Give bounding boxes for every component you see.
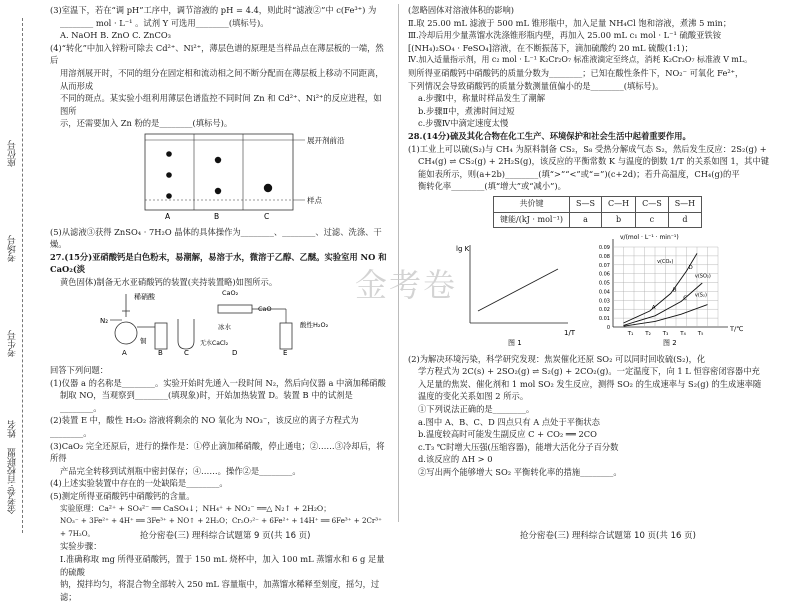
fig2-tick-y: 0.04	[598, 289, 610, 296]
a5-principle-1: 实验原理：Ca²⁺ + SO₄²⁻ ══ CaSO₄↓；NH₄⁺ + NO₂⁻ ══△ N₂↑ + 2H₂O；	[60, 503, 331, 513]
q28-2-sub1: ①下列说法正确的是________。	[418, 404, 535, 415]
app-cu-label: 铜	[140, 336, 147, 345]
tlc-label-b: B	[214, 211, 220, 221]
a5-steps-title: 实验步骤：	[60, 541, 102, 552]
watermark-side-label: 金考卷·百校联盟	[8, 448, 18, 514]
app-u-tube-c	[178, 319, 194, 349]
app-flask-a	[115, 322, 137, 344]
figures-row	[408, 231, 796, 349]
room-label: 考场号	[8, 235, 18, 262]
r-step2: Ⅱ.取 25.00 mL 滤液于 500 mL 锥形瓶中，加入足量 NH₄Cl 饱和溶液，煮沸 5 min；	[408, 17, 732, 28]
app-cao2-label: CaO₂	[222, 288, 239, 297]
fig2-point-B: B	[672, 287, 677, 294]
bond-h1: S—S	[570, 196, 602, 212]
app-hot-label: 冰水	[218, 322, 231, 331]
fig2-tick-x: T₄	[680, 331, 686, 338]
app-acid-label: 稀硝酸	[134, 292, 155, 301]
r-option-a: a.步骤Ⅰ中，称量时样品发生了潮解	[418, 93, 546, 104]
q28-2-sub2: ②写出两个能够增大 SO₂ 平衡转化率的措施________。	[418, 467, 622, 478]
r-option-c: c.步骤Ⅳ中滴定速度太慢	[418, 118, 509, 129]
binding-dashed-line	[22, 18, 23, 533]
r-step3-line2: [(NH₄)₂SO₄ · FeSO₄]溶液，在不断振荡下，滴加硫酸约 20 mL 硫酸(1:1)；	[408, 42, 693, 53]
q28-1-line1: (1)工业上可以硫(S₂)与 CH₄ 为原料制备 CS₂，S₈ 受热分解成气态 S₂，然后发生反应：2S₂(g) +	[408, 143, 767, 154]
fig2-tick-x: T₁	[627, 331, 634, 338]
fig2-curve-label-3: v(S₂)	[694, 292, 707, 299]
answer-prompt: 回答下列问题：	[50, 365, 109, 376]
fig2-tick-y: 0.06	[598, 271, 610, 278]
q4-line1: (4)“转化”中加入锌粉可除去 Cd²⁺、Ni²⁺，薄层色谱的原理是当样品点在薄层板的一端，然后	[50, 42, 384, 66]
tlc-figure	[50, 130, 388, 222]
app-label-d: D	[232, 348, 238, 357]
tlc-plate	[145, 134, 293, 210]
a1-line1: (1)仪器 a 的名称是________。实验开始时先通入一段时间 N₂，然后向仪器 a 中滴加稀硝酸	[50, 377, 386, 388]
r-note: (忽略固体对溶液体积的影响)	[408, 5, 515, 15]
exam-no-label: 考生号	[8, 330, 18, 357]
footer-left: 抢分密卷(三) 理科综合试题第 9 页(共 16 页)	[140, 531, 311, 541]
fig2-tick-y: 0.02	[598, 307, 610, 314]
fig1-ylabel: lg K	[456, 245, 470, 254]
bond-h3: C—S	[636, 196, 669, 212]
app-funnel	[122, 294, 130, 317]
a5: (5)测定所得亚硝酸钙中硝酸钙的含量。	[50, 491, 195, 502]
fig2-curve-label-2: v(SO₂)	[694, 273, 711, 280]
r-result-line1: 则所得亚硝酸钙中硝酸钙的质量分数为________；已知在酸性条件下，NO₂⁻ 可氧化 Fe²⁺，	[408, 67, 744, 78]
app-bottle-b	[155, 323, 167, 349]
fig2-tick-x: T₂	[645, 331, 651, 338]
fig2-tick-y: 0.08	[598, 253, 610, 260]
fig2-tick-y: 0.07	[598, 262, 610, 269]
r-step4: Ⅳ.加入适量指示剂，用 c₂ mol · L⁻¹ K₂Cr₂O₇ 标准液滴定至终点，消耗 K₂Cr₂O₇ 标准液 V mL。	[408, 55, 753, 65]
q28-2-line4: 温度的变化关系如图 2 所示。	[418, 391, 529, 402]
bond-r2: b	[601, 212, 635, 228]
q3-line2: ________ mol · L⁻¹ 。试剂 Y 可选用________(填标号)。	[60, 17, 269, 28]
q28-2-opt-a: a.图中 A、B、C、D 四点只有 A 点处于平衡状态	[418, 416, 600, 427]
q28-2-line1: (2)为解决环境污染，科学研究发现：焦炭催化还原 SO₂ 可以同时回收硫(S₂)，化	[408, 353, 706, 364]
q28-1-line4: 衡转化率________(填“增大”或“减小”)。	[418, 181, 566, 192]
fig2-tick-y: 0.01	[598, 316, 610, 323]
apparatus-figure	[50, 289, 388, 361]
q3-options: A. NaOH B. ZnO C. ZnCO₃	[60, 30, 171, 41]
app-label-b: B	[158, 348, 163, 357]
tlc-front-label: 展开剂前沿	[307, 135, 345, 145]
a2: (2)装置 E 中，酸性 H₂O₂ 溶液将剩余的 NO 氧化为 NO₃⁻，该反应的离子方程式为________。	[50, 415, 359, 439]
fig2-tick-x: T₃	[662, 331, 669, 338]
a3-line1: (3)CaO₂ 完全还原后，进行的操作是：①停止滴加稀硝酸，停止通电；②……③冷却后，将所得	[50, 440, 385, 464]
left-column	[50, 4, 388, 603]
q28-title: 28.(14分)硫及其化合物在化工生产、环境保护和社会生活中起着重要作用。	[408, 130, 691, 141]
q28-2-line2: 学方程式为 2C(s) + 2SO₂(g) ⇌ S₂(g) + 2CO₂(g)。一定温度下，向 1 L 恒容密闭容器中充	[418, 366, 760, 377]
bond-h4: S—H	[668, 196, 701, 212]
q28-1-line2: CH₄(g) ⇌ CS₂(g) + 2H₂S(g)，该反应的平衡常数 K 与温度的倒数 1/T 的关系如图 1，其中键	[418, 156, 769, 167]
fig2-point-A: A	[651, 305, 656, 312]
a3-line2: 产品完全转移到试剂瓶中密封保存；④……。操作②是________。	[60, 465, 301, 476]
bond-energy-table	[493, 196, 702, 228]
fig2-chart	[599, 234, 744, 347]
a5-step1-line2: 钠，搅拌均匀，将混合物全部转入 250 mL 容量瓶中，加蒸馏水稀释至刻度，摇匀，过滤；	[60, 579, 380, 602]
bond-r1: a	[570, 212, 602, 228]
tlc-sample-label: 样点	[307, 195, 322, 205]
fig1-line	[478, 269, 558, 311]
seat-label: 座位号	[8, 140, 18, 167]
tlc-spot-b1	[215, 157, 221, 163]
r-result-line2: 下列情况会导致硝酸钙的质量分数测量值偏小的是________(填标号)。	[408, 80, 664, 91]
r-step3-line1: Ⅲ.冷却后用少量蒸馏水洗涤锥形瓶内壁，再加入 25.00 mL c₁ mol · L⁻¹ 硫酸亚铁铵	[408, 30, 721, 41]
q28-2-opt-c: c.T₃ ℃时增大压强(压缩容器)，能增大活化分子百分数	[418, 441, 619, 452]
footer-right: 抢分密卷(三) 理科综合试题第 10 页(共 16 页)	[520, 531, 696, 541]
binding-margin	[0, 0, 40, 553]
bond-r0: 键能/(kJ · mol⁻¹)	[494, 212, 570, 228]
q27-line1: 27.(15分)亚硝酸钙是白色粉末，易潮解，易溶于水，微溶于乙醇、乙醚。实验室用 NO 和 CaO₂(淡	[50, 251, 387, 275]
tlc-spot-a2	[166, 172, 172, 178]
bond-h0: 共价键	[494, 196, 570, 212]
name-label: 姓名	[8, 420, 18, 438]
app-acidk-label: 酸性H₂O₂	[300, 320, 329, 329]
bond-r4: d	[668, 212, 701, 228]
tlc-spot-c1	[264, 184, 272, 192]
q3-line1: (3)室温下，若在“调 pH”工序中，调节溶液的 pH = 4.4，则此时“滤液②”中 c(Fe³⁺) 为	[50, 5, 377, 15]
fig2-tick-y: 0.09	[598, 245, 610, 252]
q28-1-line3: 能如表所示，则(a+2b)________(填“>”“<”或“=”)(c+2d)；若升高温度，CH₄(g)的平	[418, 168, 740, 179]
app-bottle-e	[280, 323, 292, 349]
fig2-point-C: C	[683, 295, 688, 302]
fig2-point-D: D	[688, 265, 693, 272]
right-column	[408, 4, 796, 479]
fig1-xlabel: 1/T	[564, 329, 576, 338]
fig1-caption: 图 1	[508, 339, 522, 348]
app-drier-label: 无水CaCl₂	[200, 339, 229, 347]
q28-2-opt-d: d.该反应的 ΔH > 0	[418, 454, 493, 465]
a5-step1-line1: Ⅰ.准确称取 mg 所得亚硝酸钙，置于 150 mL 烧杯中，加入 100 mL 蒸馏水和 6 g 足量的硫酸	[60, 554, 385, 577]
fig2-caption: 图 2	[663, 339, 677, 348]
app-label-c: C	[184, 348, 189, 357]
q27-line2: 黄色固体)制备无水亚硝酸钙的装置(夹持装置略)如图所示。	[60, 276, 278, 287]
tlc-spot-b2	[215, 188, 221, 194]
app-tube-d	[218, 305, 252, 313]
fig2-curve-label-1: v(CO₂)	[657, 259, 674, 266]
q5: (5)从滤液③获得 ZnSO₄ · 7H₂O 晶体的具体操作为________、________、过滤、洗涤、干燥。	[50, 226, 382, 250]
fig2-xlabel: T/℃	[730, 325, 744, 334]
fig2-ylabel: v/(mol · L⁻¹ · min⁻¹)	[620, 234, 679, 242]
bond-h2: C—H	[601, 196, 635, 212]
q28-2-line3: 入足量的焦炭、催化剂和 1 mol SO₂ 发生反应，测得 SO₂ 的生成速率与 S₂(g) 的生成速率随	[418, 378, 762, 389]
a4: (4)上述实验装置中存在的一处缺陷是________。	[50, 478, 228, 489]
tlc-label-c: C	[264, 211, 270, 221]
tlc-spot-a3	[166, 193, 172, 199]
a1-line2: 制取 NO，当观察到________(填现象)时，开始加热装置 D。装置 B 中的试剂是________。	[60, 390, 353, 413]
app-label-e: E	[283, 348, 288, 357]
q28-2-opt-b: b.温度较高时可能发生副反应 C + CO₂ ══ 2CO	[418, 429, 597, 440]
fig2-tick-y: 0	[606, 325, 610, 332]
bond-r3: c	[636, 212, 669, 228]
fig2-tick-y: 0.05	[598, 280, 610, 287]
fig2-tick-x: T₅	[697, 331, 704, 338]
tlc-label-a: A	[165, 211, 171, 221]
a5-principle-2: NO₃⁻ + 3Fe²⁺ + 4H⁺ ══ 3Fe³⁺ + NO↑ + 2H₂O；Cr₂O₇²⁻ + 6Fe²⁺ + 14H⁺ ══ 6Fe³⁺ + 2Cr³⁺ + 7H₂O。	[60, 516, 382, 538]
watermark-text: 金考卷	[355, 266, 458, 304]
app-cao-label: CaO	[258, 304, 272, 313]
q4-line2: 用溶剂展开时，不同的组分在固定相和流动相之间不断分配而在薄层板上移动不同距离，从而形成	[60, 67, 384, 91]
q4-line4: 示，还需要加入 Zn 粉的是________(填标号)。	[60, 118, 233, 129]
q4-line3: 不同的斑点。某实验小组利用薄层色谱监控不同时间 Zn 和 Cd²⁺、Ni²⁺的反应进程，如图所	[60, 93, 382, 116]
tlc-spot-a1	[166, 151, 172, 157]
r-option-b: b.步骤Ⅱ中，煮沸时间过短	[418, 105, 515, 116]
app-n2-label: N₂	[100, 316, 109, 325]
fig2-tick-y: 0.03	[598, 298, 610, 305]
app-label-a: A	[122, 348, 127, 357]
